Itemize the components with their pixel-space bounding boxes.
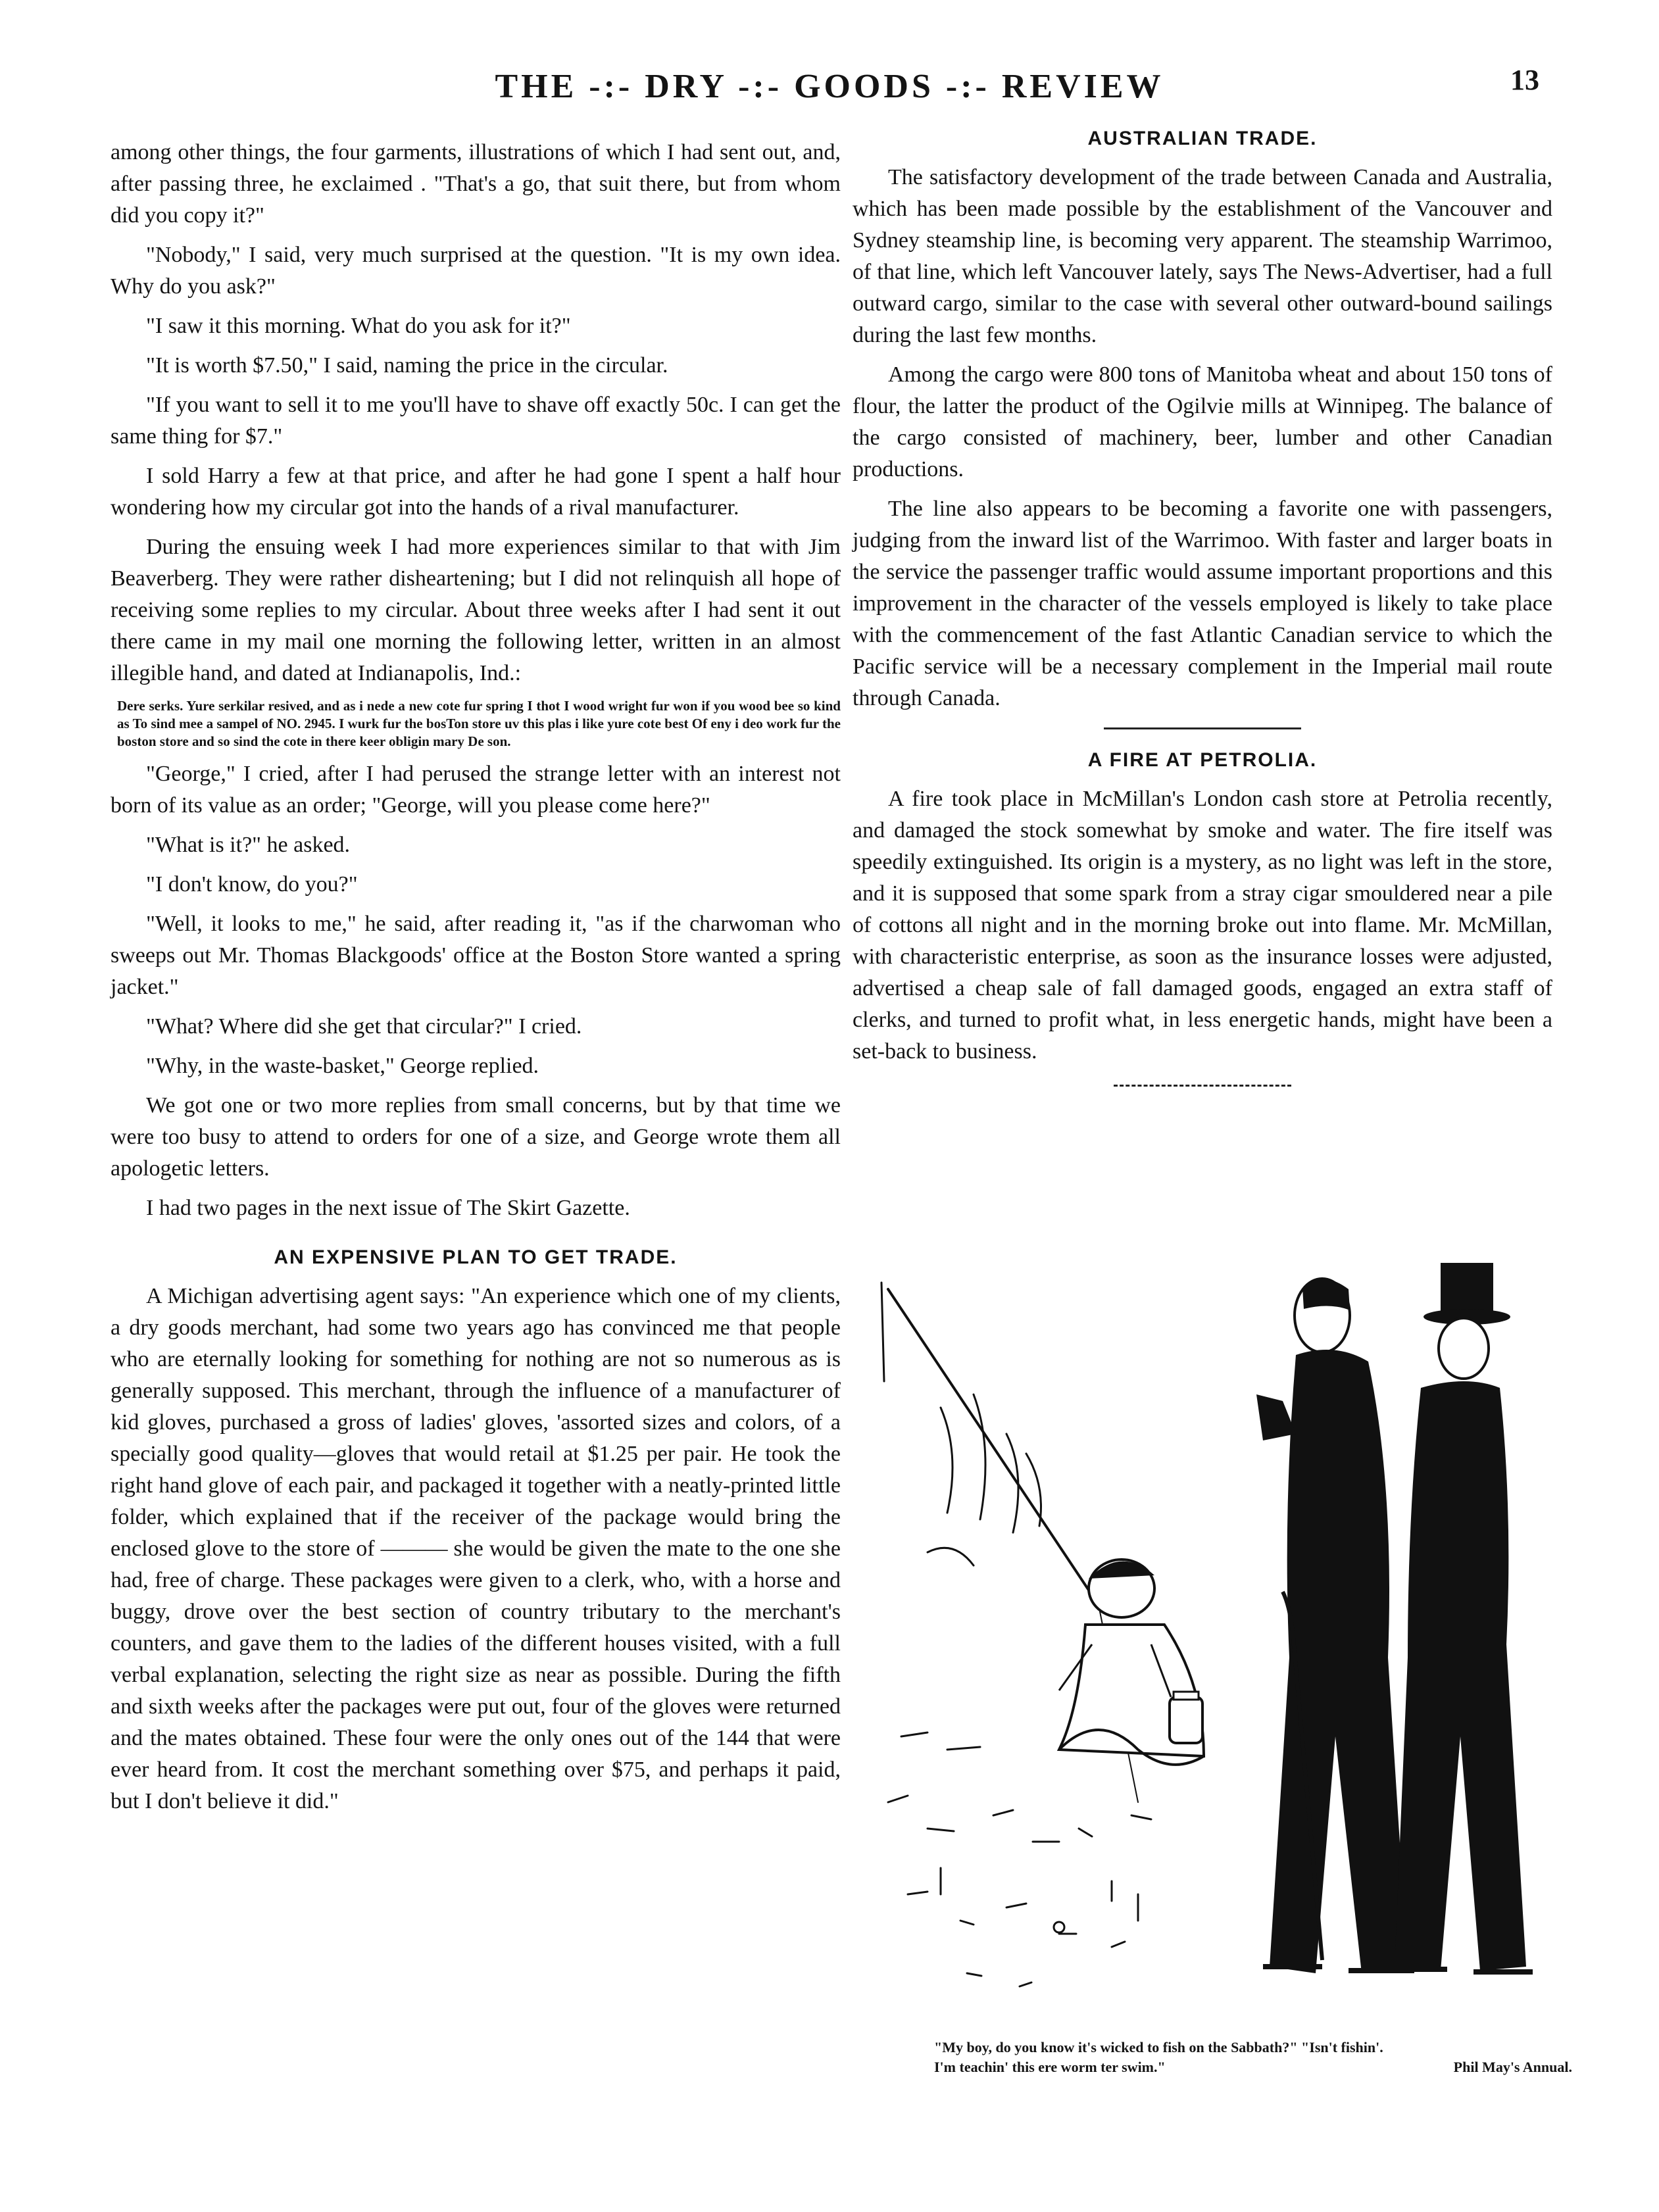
jar-icon — [1170, 1692, 1202, 1743]
bushes-icon — [928, 1394, 1041, 1565]
caption-credit: Phil May's Annual. — [1453, 2059, 1572, 2075]
story-paragraph: "Well, it looks to me," he said, after reading it, "as if the charwoman who sweeps out Mr. Thomas Blackgoods' office at the Boston Store wanted a spring jacket." — [111, 912, 841, 999]
story-paragraph: We got one or two more replies from small concerns, but by that time we were too busy to attend to orders for one of a size, and George wrote them all apologetic letters. — [111, 1093, 841, 1181]
tall-man-figure-icon — [1256, 1279, 1414, 1973]
story-paragraph: I sold Harry a few at that price, and after he had gone I spent a half hour wondering how my circular got into the hands of a rival manufacturer. — [111, 464, 841, 520]
ground-scribbles-icon — [888, 1733, 1151, 1986]
story-paragraph: "Nobody," I said, very much surprised at the question. "It is my own idea. Why do you ask?" — [111, 243, 841, 299]
story-paragraph: "I don't know, do you?" — [146, 872, 358, 897]
right-column — [853, 125, 1552, 1087]
story-paragraph: "What is it?" he asked. — [146, 833, 351, 857]
story-paragraph: "Why, in the waste-basket," George replied. — [146, 1054, 539, 1078]
story-paragraph: "If you want to sell it to me you'll have to shave off exactly 50c. I can get the same thing for $7." — [111, 393, 841, 449]
story-paragraph: "I saw it this morning. What do you ask for it?" — [146, 314, 571, 338]
story-paragraph: "George," I cried, after I had perused the strange letter with an interest not born of its value as an order; "George, will you please come here?" — [111, 762, 841, 818]
fishing-rod-icon — [888, 1289, 1099, 1605]
cartoon-illustration — [862, 1237, 1559, 2026]
caption-text: "My boy, do you know it's wicked to fish on the Sabbath?" "Isn't fishin'. I'm teachin' this ere worm ter swim." — [934, 2039, 1383, 2075]
story-paragraph: "What? Where did she get that circular?" I cried. — [146, 1014, 582, 1039]
expensive-plan-paragraph: A Michigan advertising agent says: "An experience which one of my clients, a dry goods merchant, had some two years ago has convinced me that people who are eternally looking for something for nothing are not so numerous as is generally supposed. This merchant, through the influence of a manufacturer of kid gloves, purchased a gross of ladies' gloves, 'assorted sizes and colors, of a specially good quality—gloves that would retail at $1.25 per pair. He took the right hand glove of each pair, and packaged it together with a neatly-printed little folder, which explained that if the receiver of the package would bring the enclosed glove to the store of ——— she would be given the mate to the one she had, free of charge. These packages were given to a clerk, who, with a horse and buggy, drove over the best section of country tributary to the merchant's counters, and gave them to the ladies of the different houses visited, with a full verbal explanation, selecting the right size as near as possible. During the fifth and sixth weeks after the packages were put out, four of the gloves were returned and the mates obtained. These four were the only ones out of the 144 that were ever heard from. It cost the merchant something over $75, and perhaps it paid, but I don't believe it did." — [111, 1284, 841, 1813]
quoted-letter: Dere serks. Yure serkilar resived, and as i nede a new cote fur spring I thot I wood wright fur won if you wood bee so kind as To sind mee a sampel of NO. 2945. I wurk fur the bosTon store uv this plas i like yure cote best Of eny i deo work fur the boston store and so sind the cote in there keer obligin mary De son. — [117, 698, 841, 749]
australian-trade-heading: AUSTRALIAN TRADE. — [1087, 128, 1318, 149]
section-rule — [1114, 1085, 1291, 1087]
australian-trade-paragraph: The satisfactory development of the trade between Canada and Australia, which has been made possible by the establishment of the Vancouver and Sydney steamship line, is becoming very apparent. The steamship Warrimoo, of that line, which left Vancouver lately, says The News-Advertiser, had a full outward cargo, similar to the case with several other outward-bound sailings during the last few months. — [853, 165, 1552, 347]
story-paragraph: "It is worth $7.50," I said, naming the price in the circular. — [146, 353, 668, 378]
fire-petrolia-paragraph: A fire took place in McMillan's London cash store at Petrolia recently, and damaged the stock somewhat by smoke and water. The fire itself was speedily extinguished. Its origin is a mystery, as no light was left in the store, and it is supposed that some spark from a stray cigar smouldered near a pile of cottons all night and in the morning broke out into flame. Mr. McMillan, with characteristic enterprise, as soon as the insurance losses were adjusted, advertised a cheap sale of fall damaged goods, engaged an extra staff of clerks, and turned to profit what, in less energetic hands, might have been a set-back to business. — [853, 787, 1552, 1064]
fire-petrolia-heading: A FIRE AT PETROLIA. — [1087, 749, 1318, 771]
australian-trade-paragraph: The line also appears to be becoming a favorite one with passengers, judging from the inward list of the Warrimoo. With faster and larger boats in the service the passenger traffic would assume important proportions and this improvement in the character of the vessels employed is likely to take place with the commencement of the fast Atlantic Canadian service to which the Pacific service will be a necessary complement in the Imperial mail route through Canada. — [853, 497, 1552, 710]
left-column — [111, 137, 841, 1825]
masthead-title: THE -:- DRY -:- GOODS -:- REVIEW — [495, 68, 1164, 105]
cartoon-caption — [934, 2038, 1572, 2077]
story-paragraph: I had two pages in the next issue of The Skirt Gazette. — [146, 1196, 630, 1220]
expensive-plan-heading: AN EXPENSIVE PLAN TO GET TRADE. — [274, 1246, 678, 1268]
section-rule — [1104, 727, 1301, 729]
short-man-figure-icon — [1388, 1263, 1533, 1972]
story-paragraph: During the ensuing week I had more experiences similar to that with Jim Beaverberg. They were rather disheartening; but I did not relinquish all hope of receiving some replies to my circular. About three weeks after I had sent it out there came in my mail one morning the following letter, written in an almost illegible hand, and dated at Indianapolis, Ind.: — [111, 535, 841, 685]
australian-trade-paragraph: Among the cargo were 800 tons of Manitoba wheat and about 150 tons of flour, the latter the product of the Ogilvie mills at Winnipeg. The balance of the cargo consisted of machinery, beer, lumber and other Canadian productions. — [853, 362, 1552, 481]
page-number: 13 — [1510, 64, 1539, 96]
story-paragraph: among other things, the four garments, illustrations of which I had sent out, and, after passing three, he exclaimed . "That's a go, that suit there, but from whom did you copy it?" — [111, 140, 841, 228]
